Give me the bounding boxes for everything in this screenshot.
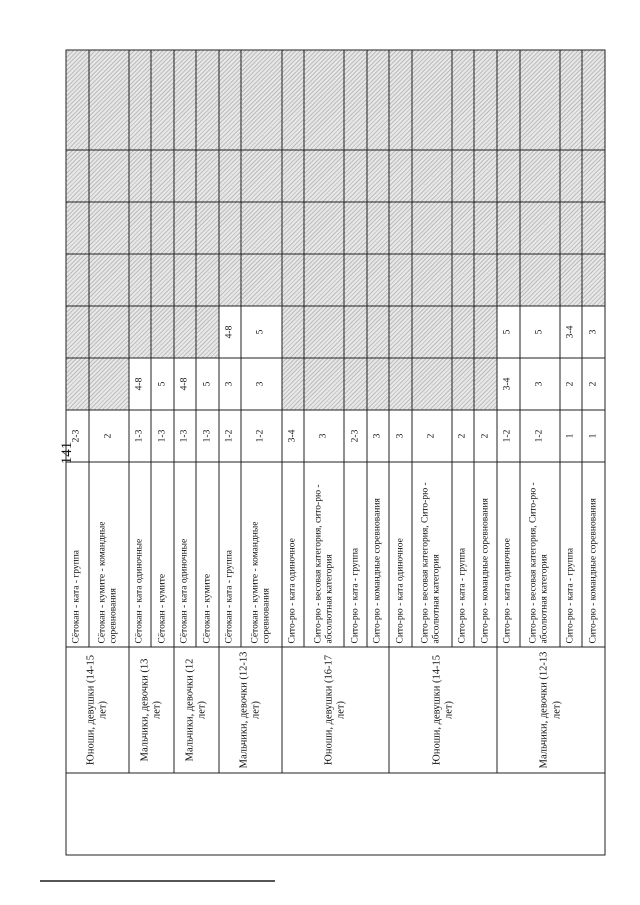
shaded-empty-cell	[196, 50, 219, 150]
age-category-cell: Юноши, девушки (14-15 лет)	[389, 647, 497, 773]
shaded-empty-cell	[344, 50, 367, 150]
place-value-cell: 3-4	[497, 358, 520, 410]
shaded-empty-cell	[559, 254, 582, 306]
shaded-empty-cell	[497, 150, 520, 202]
shaded-empty-cell	[196, 202, 219, 254]
shaded-empty-cell	[389, 202, 412, 254]
shaded-empty-cell	[218, 202, 241, 254]
shaded-empty-cell	[474, 306, 497, 358]
shaded-empty-cell	[281, 202, 304, 254]
place-value-cell: 2	[474, 410, 497, 462]
event-cell: Сито-рю - командные соревнования	[366, 462, 389, 647]
shaded-empty-cell	[196, 254, 219, 306]
shaded-empty-cell	[519, 50, 559, 150]
ranking-table	[65, 49, 605, 855]
event-cell: Сито-рю - весовая категория, сито-рю - абсолютная категория	[304, 462, 344, 647]
event-cell: Сётокан - кумите - командные соревнования	[88, 462, 128, 647]
shaded-empty-cell	[344, 150, 367, 202]
shaded-empty-cell	[151, 306, 174, 358]
empty-left-column	[66, 773, 605, 855]
event-cell: Сито-рю - ката - группа	[451, 462, 474, 647]
place-value-cell: 4-8	[173, 358, 196, 410]
age-category-cell: Юноши, девушки (14-15 лет)	[66, 647, 129, 773]
shaded-empty-cell	[88, 150, 128, 202]
event-cell: Сито-рю - ката - группа	[559, 462, 582, 647]
shaded-empty-cell	[304, 306, 344, 358]
event-cell: Сётокан - ката одиночные	[173, 462, 196, 647]
shaded-empty-cell	[497, 202, 520, 254]
table-row	[66, 50, 89, 855]
event-cell: Сито-рю - весовая категория, Сито-рю - абсолютная категория	[411, 462, 451, 647]
shaded-empty-cell	[241, 254, 281, 306]
shaded-empty-cell	[241, 202, 281, 254]
shaded-empty-cell	[66, 202, 89, 254]
event-cell: Сётокан - ката - группа	[218, 462, 241, 647]
shaded-empty-cell	[128, 150, 151, 202]
shaded-empty-cell	[281, 358, 304, 410]
place-value-cell: 3	[241, 358, 281, 410]
event-cell: Сито-рю - ката одиночное	[389, 462, 412, 647]
shaded-empty-cell	[366, 202, 389, 254]
shaded-empty-cell	[411, 50, 451, 150]
shaded-empty-cell	[151, 254, 174, 306]
place-value-cell: 2	[582, 358, 605, 410]
shaded-empty-cell	[218, 254, 241, 306]
place-value-cell: 5	[241, 306, 281, 358]
shaded-empty-cell	[559, 150, 582, 202]
shaded-empty-cell	[173, 254, 196, 306]
event-cell: Сито-рю - ката одиночное	[497, 462, 520, 647]
place-value-cell: 1-2	[241, 410, 281, 462]
place-value-cell: 2-3	[66, 410, 89, 462]
table-row	[128, 50, 151, 855]
event-cell: Сито-рю - ката одиночное	[281, 462, 304, 647]
place-value-cell: 2	[451, 410, 474, 462]
shaded-empty-cell	[582, 202, 605, 254]
place-value-cell: 5	[196, 358, 219, 410]
age-category-cell: Мальчики, девочки (12-13 лет)	[497, 647, 605, 773]
shaded-empty-cell	[196, 306, 219, 358]
place-value-cell: 3	[304, 410, 344, 462]
shaded-empty-cell	[451, 50, 474, 150]
shaded-empty-cell	[519, 150, 559, 202]
shaded-empty-cell	[218, 150, 241, 202]
place-value-cell: 4-8	[218, 306, 241, 358]
shaded-empty-cell	[304, 358, 344, 410]
shaded-empty-cell	[559, 202, 582, 254]
page-number: 141	[59, 441, 75, 465]
shaded-empty-cell	[411, 150, 451, 202]
shaded-empty-cell	[389, 358, 412, 410]
shaded-empty-cell	[173, 50, 196, 150]
shaded-empty-cell	[128, 254, 151, 306]
shaded-empty-cell	[411, 306, 451, 358]
event-cell: Сётокан - кумите	[151, 462, 174, 647]
event-cell: Сётокан - кумите	[196, 462, 219, 647]
event-cell: Сито-рю - ката - группа	[344, 462, 367, 647]
shaded-empty-cell	[366, 150, 389, 202]
shaded-empty-cell	[582, 50, 605, 150]
shaded-empty-cell	[451, 202, 474, 254]
place-value-cell: 1-3	[151, 410, 174, 462]
age-category-cell: Мальчики, девочки (12 лет)	[173, 647, 218, 773]
shaded-empty-cell	[304, 254, 344, 306]
place-value-cell: 1-3	[173, 410, 196, 462]
event-cell: Сито-рю - весовая категория, Сито-рю - абсолютная категория	[519, 462, 559, 647]
shaded-empty-cell	[128, 50, 151, 150]
shaded-empty-cell	[128, 306, 151, 358]
shaded-empty-cell	[411, 358, 451, 410]
shaded-empty-cell	[474, 150, 497, 202]
place-value-cell: 3	[519, 358, 559, 410]
shaded-empty-cell	[218, 50, 241, 150]
shaded-empty-cell	[241, 150, 281, 202]
shaded-empty-cell	[151, 150, 174, 202]
shaded-empty-cell	[88, 202, 128, 254]
shaded-empty-cell	[497, 50, 520, 150]
place-value-cell: 1-2	[497, 410, 520, 462]
shaded-empty-cell	[474, 358, 497, 410]
table-row	[389, 50, 412, 855]
shaded-empty-cell	[151, 50, 174, 150]
place-value-cell: 3	[218, 358, 241, 410]
shaded-empty-cell	[366, 306, 389, 358]
shaded-empty-cell	[451, 150, 474, 202]
shaded-empty-cell	[559, 50, 582, 150]
shaded-empty-cell	[451, 306, 474, 358]
event-cell: Сито-рю - командные соревнования	[474, 462, 497, 647]
table-row	[218, 50, 241, 855]
shaded-empty-cell	[66, 254, 89, 306]
place-value-cell: 5	[519, 306, 559, 358]
place-value-cell: 1-2	[218, 410, 241, 462]
shaded-empty-cell	[582, 254, 605, 306]
place-value-cell: 3-4	[559, 306, 582, 358]
shaded-empty-cell	[66, 50, 89, 150]
place-value-cell: 1	[582, 410, 605, 462]
place-value-cell: 1-3	[196, 410, 219, 462]
event-cell: Сётокан - ката - группа	[66, 462, 89, 647]
shaded-empty-cell	[451, 254, 474, 306]
shaded-empty-cell	[304, 202, 344, 254]
scan-artifact-line	[40, 880, 275, 882]
shaded-empty-cell	[281, 254, 304, 306]
shaded-empty-cell	[66, 306, 89, 358]
shaded-empty-cell	[66, 358, 89, 410]
table-row	[281, 50, 304, 855]
place-value-cell: 3	[582, 306, 605, 358]
shaded-empty-cell	[474, 50, 497, 150]
shaded-empty-cell	[519, 254, 559, 306]
shaded-empty-cell	[173, 306, 196, 358]
place-value-cell: 3	[389, 410, 412, 462]
shaded-empty-cell	[196, 150, 219, 202]
place-value-cell: 2	[559, 358, 582, 410]
shaded-empty-cell	[173, 202, 196, 254]
event-cell: Сётокан - кумите - командные соревнования	[241, 462, 281, 647]
shaded-empty-cell	[344, 306, 367, 358]
place-value-cell: 2	[88, 410, 128, 462]
event-cell: Сито-рю - командные соревнования	[582, 462, 605, 647]
table-frame	[65, 50, 605, 855]
shaded-empty-cell	[389, 306, 412, 358]
shaded-empty-cell	[366, 358, 389, 410]
shaded-empty-cell	[281, 150, 304, 202]
shaded-empty-cell	[389, 254, 412, 306]
shaded-empty-cell	[451, 358, 474, 410]
shaded-empty-cell	[519, 202, 559, 254]
shaded-empty-cell	[304, 50, 344, 150]
shaded-empty-cell	[474, 202, 497, 254]
place-value-cell: 1-2	[519, 410, 559, 462]
shaded-empty-cell	[411, 254, 451, 306]
shaded-empty-cell	[88, 358, 128, 410]
place-value-cell: 2	[411, 410, 451, 462]
age-category-cell: Юноши, девушки (16-17 лет)	[281, 647, 389, 773]
place-value-cell: 1-3	[128, 410, 151, 462]
shaded-empty-cell	[88, 306, 128, 358]
shaded-empty-cell	[281, 50, 304, 150]
shaded-empty-cell	[344, 358, 367, 410]
shaded-empty-cell	[344, 202, 367, 254]
table-row	[173, 50, 196, 855]
place-value-cell: 4-8	[128, 358, 151, 410]
shaded-empty-cell	[304, 150, 344, 202]
table-row	[497, 50, 520, 855]
shaded-empty-cell	[241, 50, 281, 150]
shaded-empty-cell	[88, 50, 128, 150]
shaded-empty-cell	[366, 254, 389, 306]
shaded-empty-cell	[366, 50, 389, 150]
place-value-cell: 3-4	[281, 410, 304, 462]
shaded-empty-cell	[582, 150, 605, 202]
age-category-cell: Мальчики, девочки (12-13 лет)	[218, 647, 281, 773]
shaded-empty-cell	[151, 202, 174, 254]
shaded-empty-cell	[128, 202, 151, 254]
place-value-cell: 5	[497, 306, 520, 358]
place-value-cell: 3	[366, 410, 389, 462]
shaded-empty-cell	[474, 254, 497, 306]
shaded-empty-cell	[173, 150, 196, 202]
shaded-empty-cell	[411, 202, 451, 254]
place-value-cell: 2-3	[344, 410, 367, 462]
age-category-cell: Мальчики, девочки (13 лет)	[128, 647, 173, 773]
place-value-cell: 1	[559, 410, 582, 462]
place-value-cell: 5	[151, 358, 174, 410]
shaded-empty-cell	[389, 50, 412, 150]
shaded-empty-cell	[344, 254, 367, 306]
shaded-empty-cell	[389, 150, 412, 202]
shaded-empty-cell	[66, 150, 89, 202]
shaded-empty-cell	[88, 254, 128, 306]
shaded-empty-cell	[497, 254, 520, 306]
shaded-empty-cell	[281, 306, 304, 358]
event-cell: Сётокан - ката одиночные	[128, 462, 151, 647]
